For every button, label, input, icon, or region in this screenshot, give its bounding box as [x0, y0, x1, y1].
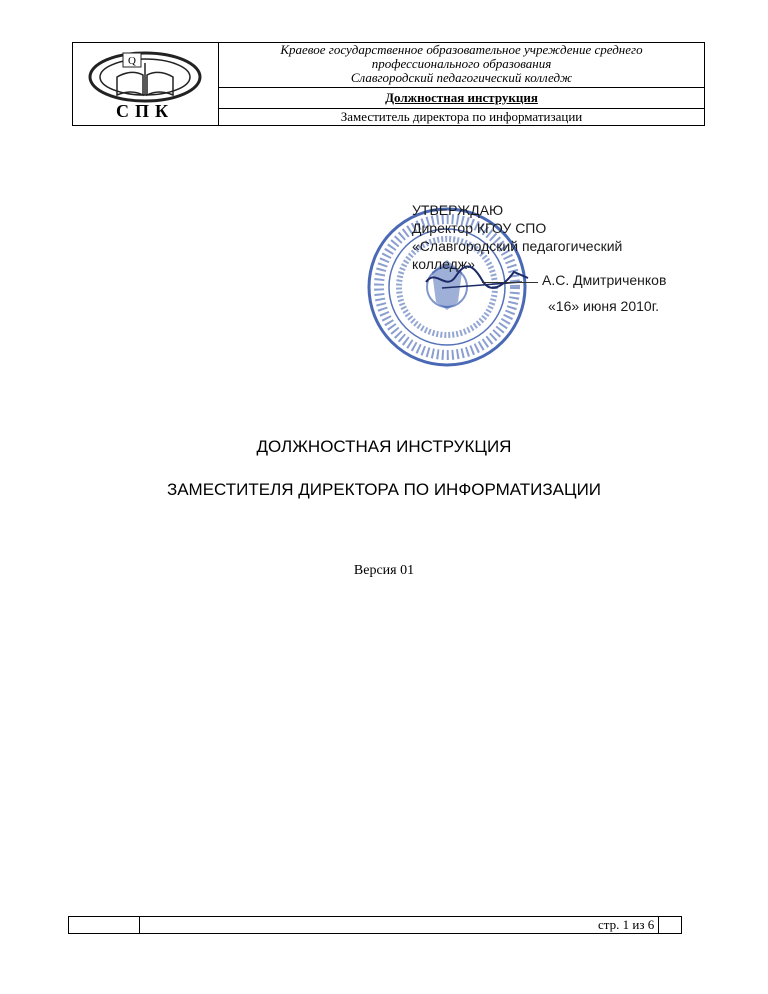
signature-icon: [422, 258, 532, 298]
document-header: [72, 42, 705, 126]
logo-letters: СПК: [115, 101, 175, 121]
college-line-2: колледж»: [412, 256, 475, 272]
logo-book-letter: Q: [128, 55, 136, 67]
position-title: Заместитель директора по информатизации: [340, 109, 583, 124]
document-title-line-2: ЗАМЕСТИТЕЛЯ ДИРЕКТОРА ПО ИНФОРМАТИЗАЦИИ: [166, 480, 602, 499]
org-line-1: Краевое государственное образовательное учреждение среднего: [280, 42, 643, 57]
doc-type: Должностная инструкция: [219, 88, 704, 109]
organization-name: [219, 43, 704, 88]
page-footer: [68, 916, 682, 934]
document-title-line-1: ДОЛЖНОСТНАЯ ИНСТРУКЦИЯ: [256, 437, 512, 456]
org-line-3: Славгородский педагогический колледж: [350, 70, 573, 85]
page-number: стр. 1 из 6: [598, 917, 655, 932]
org-line-2: профессионального образования: [371, 56, 552, 71]
footer-cell-2: [140, 917, 659, 933]
approval-stamp-block: [362, 188, 692, 378]
approved-label: УТВЕРЖДАЮ: [412, 202, 504, 218]
signer-name: А.С. Дмитриченков: [542, 272, 667, 288]
signature-line: [482, 282, 538, 283]
footer-cell-1: [69, 917, 140, 933]
version-label: Версия 01: [353, 563, 415, 578]
director-line: Директор КГОУ СПО: [412, 220, 547, 236]
approval-date: «16» июня 2010г.: [548, 298, 659, 314]
college-logo-icon: [73, 43, 218, 125]
logo-cell: [73, 43, 219, 125]
college-line-1: «Славгородский педагогический: [412, 238, 623, 254]
